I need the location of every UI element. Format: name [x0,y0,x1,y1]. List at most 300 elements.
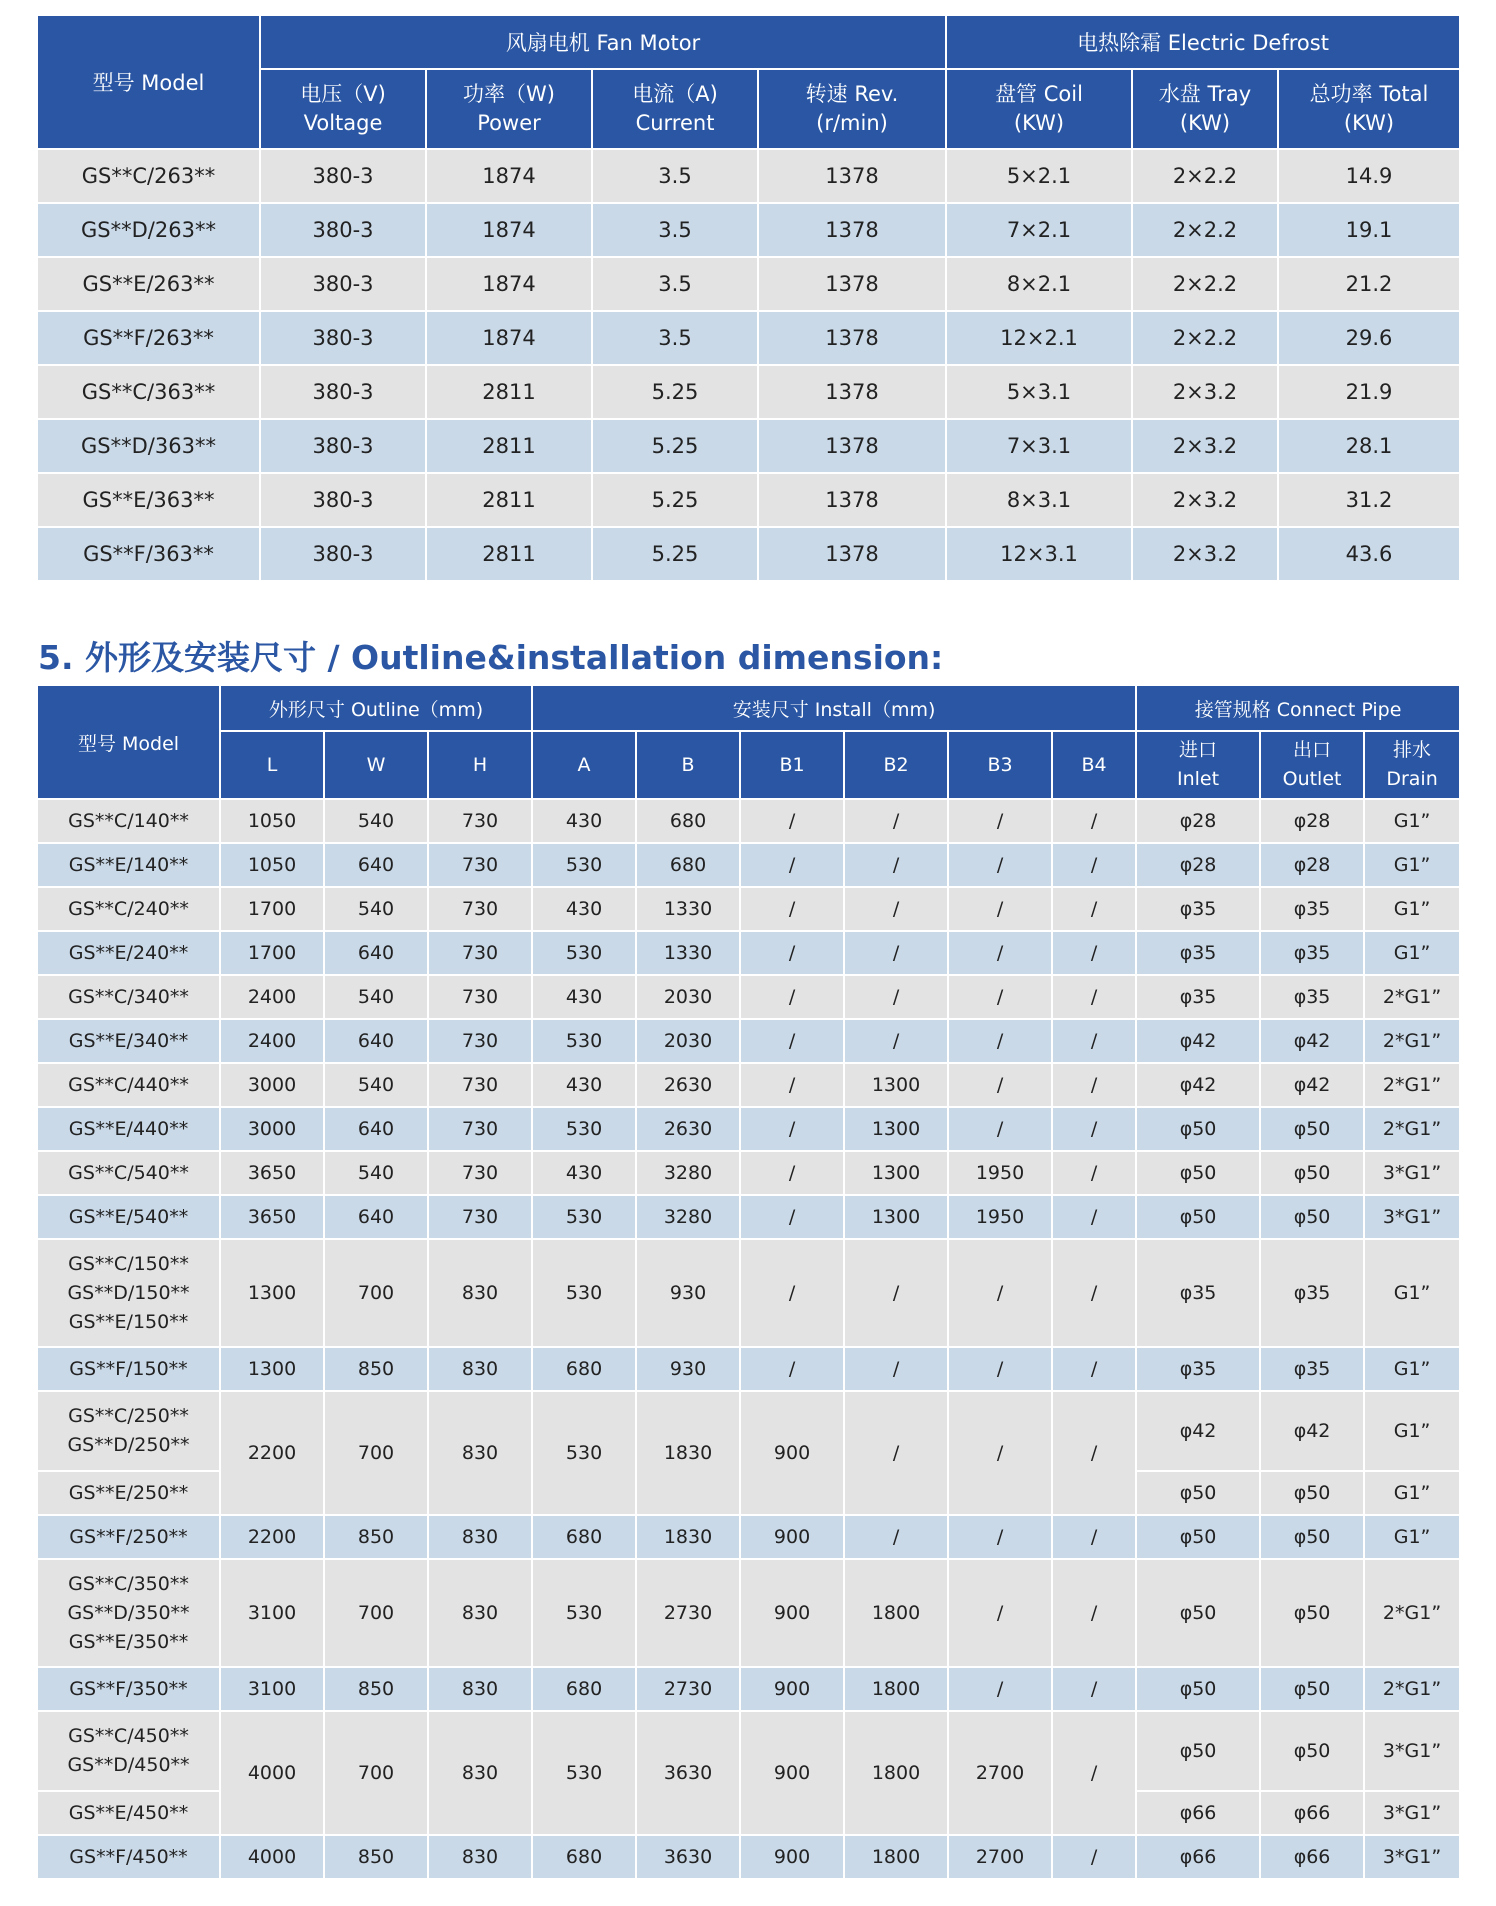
value-cell: 530 [532,1391,636,1515]
value-cell: 3280 [636,1151,740,1195]
model-cell: GS**C/340** [38,975,220,1019]
value-cell: 3000 [220,1063,324,1107]
value-cell: 1874 [426,257,592,311]
value-cell: 700 [324,1391,428,1515]
outline-installation-table [38,686,1459,1880]
value-cell: 730 [428,975,532,1019]
model-cell: GS**C/263** [38,149,260,203]
value-cell: φ50 [1260,1107,1364,1151]
value-cell: φ35 [1136,1347,1260,1391]
value-cell: 3*G1” [1364,1835,1459,1879]
value-cell: 2×3.2 [1132,365,1278,419]
model-cell: GS**E/363** [38,473,260,527]
model-cell: GS**E/540** [38,1195,220,1239]
value-cell: 730 [428,1019,532,1063]
value-cell: 2630 [636,1063,740,1107]
value-cell: 5×2.1 [946,149,1132,203]
value-cell: φ28 [1136,843,1260,887]
value-cell: / [844,975,948,1019]
value-cell: / [1052,1019,1136,1063]
value-cell: 640 [324,1019,428,1063]
column-header-line: (r/min) [816,111,888,135]
column-header-line: 水盘 Tray [1158,82,1252,106]
value-cell: 2811 [426,365,592,419]
value-cell: 380-3 [260,527,426,581]
value-cell: 1800 [844,1835,948,1879]
column-header: H [428,731,532,799]
value-cell: / [844,1347,948,1391]
value-cell: 4000 [220,1835,324,1879]
value-cell: 2400 [220,1019,324,1063]
table-row [38,1063,1459,1107]
value-cell: / [948,1063,1052,1107]
table-row [38,527,1459,581]
header-model: 型号 Model [38,16,260,149]
value-cell: 1800 [844,1559,948,1667]
value-cell: φ50 [1136,1151,1260,1195]
model-cell: GS**E/140** [38,843,220,887]
value-cell: 1330 [636,931,740,975]
model-cell [38,1239,220,1347]
column-header-line: 总功率 Total [1309,82,1429,106]
value-cell: 380-3 [260,473,426,527]
value-cell: 680 [532,1515,636,1559]
value-cell: 1378 [758,257,946,311]
value-cell: 3630 [636,1711,740,1835]
table-row [38,1347,1459,1391]
column-header: W [324,731,428,799]
column-header [426,69,592,149]
value-cell: 1378 [758,365,946,419]
value-cell: φ42 [1136,1019,1260,1063]
value-cell: 1830 [636,1391,740,1515]
value-cell: 1300 [844,1063,948,1107]
column-header-line: Inlet [1177,768,1220,790]
value-cell: / [1052,799,1136,843]
value-cell: 3630 [636,1835,740,1879]
value-cell: φ50 [1260,1151,1364,1195]
value-cell: 14.9 [1278,149,1459,203]
value-cell: 3.5 [592,203,758,257]
table-row [38,1239,1459,1347]
value-cell: / [948,1515,1052,1559]
column-header-line: 转速 Rev. [805,82,899,106]
value-cell: G1” [1364,1239,1459,1347]
value-cell: G1” [1364,931,1459,975]
value-cell: 2*G1” [1364,1667,1459,1711]
value-cell: φ50 [1136,1559,1260,1667]
model-cell: GS**C/540** [38,1151,220,1195]
value-cell: 1700 [220,931,324,975]
value-cell: 540 [324,887,428,931]
value-cell: / [1052,1391,1136,1515]
value-cell: φ50 [1136,1195,1260,1239]
model-cell: GS**E/340** [38,1019,220,1063]
column-header [1364,731,1459,799]
value-cell: 830 [428,1559,532,1667]
value-cell: φ42 [1136,1063,1260,1107]
value-cell: 2200 [220,1391,324,1515]
value-cell: / [1052,1107,1136,1151]
model-cell: GS**E/250** [38,1471,220,1515]
value-cell: 640 [324,931,428,975]
table-row [38,887,1459,931]
value-cell: φ42 [1136,1391,1260,1471]
column-header [758,69,946,149]
value-cell: G1” [1364,887,1459,931]
value-cell: / [740,1239,844,1347]
value-cell: 2811 [426,419,592,473]
model-cell [38,1559,220,1667]
value-cell: 2*G1” [1364,1559,1459,1667]
value-cell: 2×2.2 [1132,203,1278,257]
value-cell: 2×2.2 [1132,257,1278,311]
value-cell: / [844,1239,948,1347]
value-cell: 850 [324,1667,428,1711]
value-cell: φ28 [1136,799,1260,843]
value-cell: G1” [1364,843,1459,887]
value-cell: 730 [428,1151,532,1195]
value-cell: 3000 [220,1107,324,1151]
value-cell: φ50 [1260,1515,1364,1559]
column-header [946,69,1132,149]
value-cell: 1300 [844,1151,948,1195]
model-cell: GS**D/363** [38,419,260,473]
column-header-line: Outlet [1282,768,1342,790]
table-row [38,1559,1459,1667]
value-cell: 3.5 [592,311,758,365]
model-cell [38,1391,220,1471]
value-cell: 2030 [636,975,740,1019]
value-cell: 4000 [220,1711,324,1835]
value-cell: 730 [428,1063,532,1107]
value-cell: 1050 [220,843,324,887]
value-cell: 2200 [220,1515,324,1559]
value-cell: 43.6 [1278,527,1459,581]
model-cell: GS**F/250** [38,1515,220,1559]
column-header [1278,69,1459,149]
value-cell: 3280 [636,1195,740,1239]
value-cell: 430 [532,887,636,931]
value-cell: 540 [324,799,428,843]
value-cell: 3*G1” [1364,1791,1459,1835]
value-cell: 12×2.1 [946,311,1132,365]
value-cell: / [740,931,844,975]
table-row [38,1835,1459,1879]
value-cell: 2811 [426,473,592,527]
table-row [38,1667,1459,1711]
value-cell: φ66 [1260,1791,1364,1835]
value-cell: φ50 [1136,1107,1260,1151]
header-install: 安装尺寸 Install（mm) [532,686,1136,731]
value-cell: 1874 [426,149,592,203]
value-cell: 530 [532,1019,636,1063]
value-cell: / [948,975,1052,1019]
column-header: B4 [1052,731,1136,799]
value-cell: φ66 [1136,1791,1260,1835]
column-header-line: Drain [1386,768,1438,790]
header-electric-defrost: 电热除霜 Electric Defrost [946,16,1459,69]
value-cell: 1300 [844,1107,948,1151]
column-header: B2 [844,731,948,799]
value-cell: 7×2.1 [946,203,1132,257]
table-row [38,1151,1459,1195]
value-cell: / [1052,1195,1136,1239]
column-header [1132,69,1278,149]
value-cell: / [1052,1559,1136,1667]
value-cell: 28.1 [1278,419,1459,473]
value-cell: 2×2.2 [1132,311,1278,365]
value-cell: 1950 [948,1195,1052,1239]
column-header: B [636,731,740,799]
value-cell: 5.25 [592,419,758,473]
header-fan-motor: 风扇电机 Fan Motor [260,16,946,69]
value-cell: 1300 [844,1195,948,1239]
value-cell: φ50 [1260,1667,1364,1711]
model-line: GS**C/150** [68,1252,189,1275]
value-cell: 2730 [636,1667,740,1711]
table-row [38,203,1459,257]
value-cell: φ50 [1260,1471,1364,1515]
value-cell: 730 [428,931,532,975]
value-cell: 1378 [758,149,946,203]
model-line: GS**D/150** [67,1281,190,1304]
value-cell: 2*G1” [1364,1019,1459,1063]
value-cell: / [948,1107,1052,1151]
value-cell: 730 [428,843,532,887]
value-cell: G1” [1364,1347,1459,1391]
model-line: GS**E/350** [68,1630,189,1653]
column-header: L [220,731,324,799]
model-cell: GS**E/440** [38,1107,220,1151]
value-cell: φ35 [1136,1239,1260,1347]
model-cell: GS**C/440** [38,1063,220,1107]
value-cell: 830 [428,1239,532,1347]
value-cell: φ35 [1136,931,1260,975]
value-cell: 730 [428,1107,532,1151]
value-cell: 3650 [220,1151,324,1195]
model-line: GS**C/250** [68,1405,189,1427]
value-cell: 2×3.2 [1132,527,1278,581]
value-cell: 640 [324,843,428,887]
value-cell: 430 [532,1063,636,1107]
column-header: B3 [948,731,1052,799]
value-cell: 530 [532,1107,636,1151]
value-cell: φ42 [1260,1019,1364,1063]
value-cell: 830 [428,1711,532,1835]
value-cell: 430 [532,1151,636,1195]
value-cell: 1378 [758,203,946,257]
column-header [1136,731,1260,799]
value-cell: 3.5 [592,149,758,203]
value-cell: / [1052,1347,1136,1391]
value-cell: 380-3 [260,203,426,257]
value-cell: 900 [740,1391,844,1515]
column-header-line: 排水 [1393,739,1432,761]
value-cell: φ50 [1260,1711,1364,1791]
value-cell: / [740,799,844,843]
value-cell: 380-3 [260,149,426,203]
value-cell: / [844,799,948,843]
value-cell: / [740,1019,844,1063]
value-cell: 680 [532,1835,636,1879]
value-cell: / [844,1391,948,1515]
value-cell: 640 [324,1107,428,1151]
value-cell: / [844,1515,948,1559]
section-title: 5. 外形及安装尺寸 / Outline&installation dimension: [38,638,944,677]
value-cell: / [1052,931,1136,975]
value-cell: φ50 [1136,1711,1260,1791]
model-cell: GS**E/263** [38,257,260,311]
value-cell: φ50 [1260,1195,1364,1239]
value-cell: 1800 [844,1711,948,1835]
table-row [38,365,1459,419]
model-line: GS**C/350** [68,1572,189,1595]
value-cell: 3*G1” [1364,1195,1459,1239]
value-cell: 900 [740,1515,844,1559]
value-cell: 640 [324,1195,428,1239]
value-cell: 540 [324,975,428,1019]
value-cell: 1874 [426,203,592,257]
value-cell: 2*G1” [1364,1107,1459,1151]
value-cell: / [740,843,844,887]
value-cell: 1300 [220,1239,324,1347]
value-cell: 850 [324,1835,428,1879]
column-header [592,69,758,149]
column-header [260,69,426,149]
value-cell: φ35 [1260,1239,1364,1347]
header-model: 型号 Model [38,686,220,799]
table-row [38,149,1459,203]
value-cell: φ28 [1260,799,1364,843]
value-cell: φ50 [1136,1667,1260,1711]
value-cell: 19.1 [1278,203,1459,257]
value-cell: 1050 [220,799,324,843]
value-cell: φ35 [1260,931,1364,975]
value-cell: / [1052,1835,1136,1879]
value-cell: 430 [532,799,636,843]
value-cell: / [948,1559,1052,1667]
value-cell: G1” [1364,1471,1459,1515]
value-cell: 830 [428,1515,532,1559]
value-cell: 930 [636,1239,740,1347]
value-cell: 3100 [220,1667,324,1711]
value-cell: φ50 [1136,1471,1260,1515]
value-cell: 530 [532,1559,636,1667]
value-cell: / [948,1667,1052,1711]
table-row [38,843,1459,887]
model-cell: GS**F/150** [38,1347,220,1391]
value-cell: G1” [1364,799,1459,843]
value-cell: 540 [324,1063,428,1107]
column-header-line: 进口 [1179,739,1218,761]
model-line: GS**C/450** [68,1725,189,1747]
value-cell: / [740,1063,844,1107]
model-cell: GS**C/240** [38,887,220,931]
table-row [38,931,1459,975]
column-header-line: 盘管 Coil [995,82,1083,106]
value-cell: 2×3.2 [1132,419,1278,473]
value-cell: φ28 [1260,843,1364,887]
value-cell: 730 [428,799,532,843]
value-cell: 5×3.1 [946,365,1132,419]
table-row [38,419,1459,473]
value-cell: φ42 [1260,1063,1364,1107]
model-line: GS**D/250** [67,1434,190,1456]
value-cell: 3*G1” [1364,1711,1459,1791]
value-cell: 830 [428,1667,532,1711]
column-header-line: (KW) [1013,111,1065,135]
column-header: A [532,731,636,799]
model-cell [38,1711,220,1791]
value-cell: 2×2.2 [1132,149,1278,203]
column-header-line: Voltage [303,111,383,135]
value-cell: / [844,843,948,887]
model-cell: GS**E/240** [38,931,220,975]
value-cell: 1330 [636,887,740,931]
value-cell: / [1052,975,1136,1019]
value-cell: 900 [740,1559,844,1667]
value-cell: 680 [636,799,740,843]
table-row [38,1391,1459,1471]
column-header-line: Power [477,111,541,135]
value-cell: 31.2 [1278,473,1459,527]
value-cell: / [948,931,1052,975]
column-header [1260,731,1364,799]
model-cell: GS**F/450** [38,1835,220,1879]
value-cell: / [740,887,844,931]
value-cell: / [844,1019,948,1063]
value-cell: / [1052,843,1136,887]
value-cell: 540 [324,1151,428,1195]
value-cell: 830 [428,1391,532,1515]
column-header-line: 电流（A) [632,82,718,106]
value-cell: / [948,1391,1052,1515]
table-row [38,1107,1459,1151]
column-header-line: 功率（W) [463,82,555,106]
fan-motor-defrost-table [38,16,1459,582]
column-header-line: 出口 [1293,739,1332,761]
column-header-line: (KW) [1343,111,1395,135]
value-cell: 380-3 [260,419,426,473]
value-cell: 1300 [220,1347,324,1391]
value-cell: 1874 [426,311,592,365]
value-cell: φ66 [1260,1835,1364,1879]
value-cell: / [740,1107,844,1151]
value-cell: 1378 [758,473,946,527]
value-cell: 2730 [636,1559,740,1667]
value-cell: 1830 [636,1515,740,1559]
value-cell: / [948,1239,1052,1347]
value-cell: / [740,975,844,1019]
model-line: GS**E/150** [68,1310,189,1333]
value-cell: 5.25 [592,527,758,581]
value-cell: 3650 [220,1195,324,1239]
value-cell: 380-3 [260,365,426,419]
value-cell: 8×2.1 [946,257,1132,311]
value-cell: φ35 [1136,887,1260,931]
value-cell: 830 [428,1347,532,1391]
value-cell: / [1052,1711,1136,1835]
model-cell: GS**F/363** [38,527,260,581]
value-cell: / [1052,1151,1136,1195]
column-header-line: Current [635,111,715,135]
value-cell: G1” [1364,1515,1459,1559]
table-row [38,257,1459,311]
value-cell: / [1052,1239,1136,1347]
table-row [38,311,1459,365]
model-cell: GS**F/263** [38,311,260,365]
